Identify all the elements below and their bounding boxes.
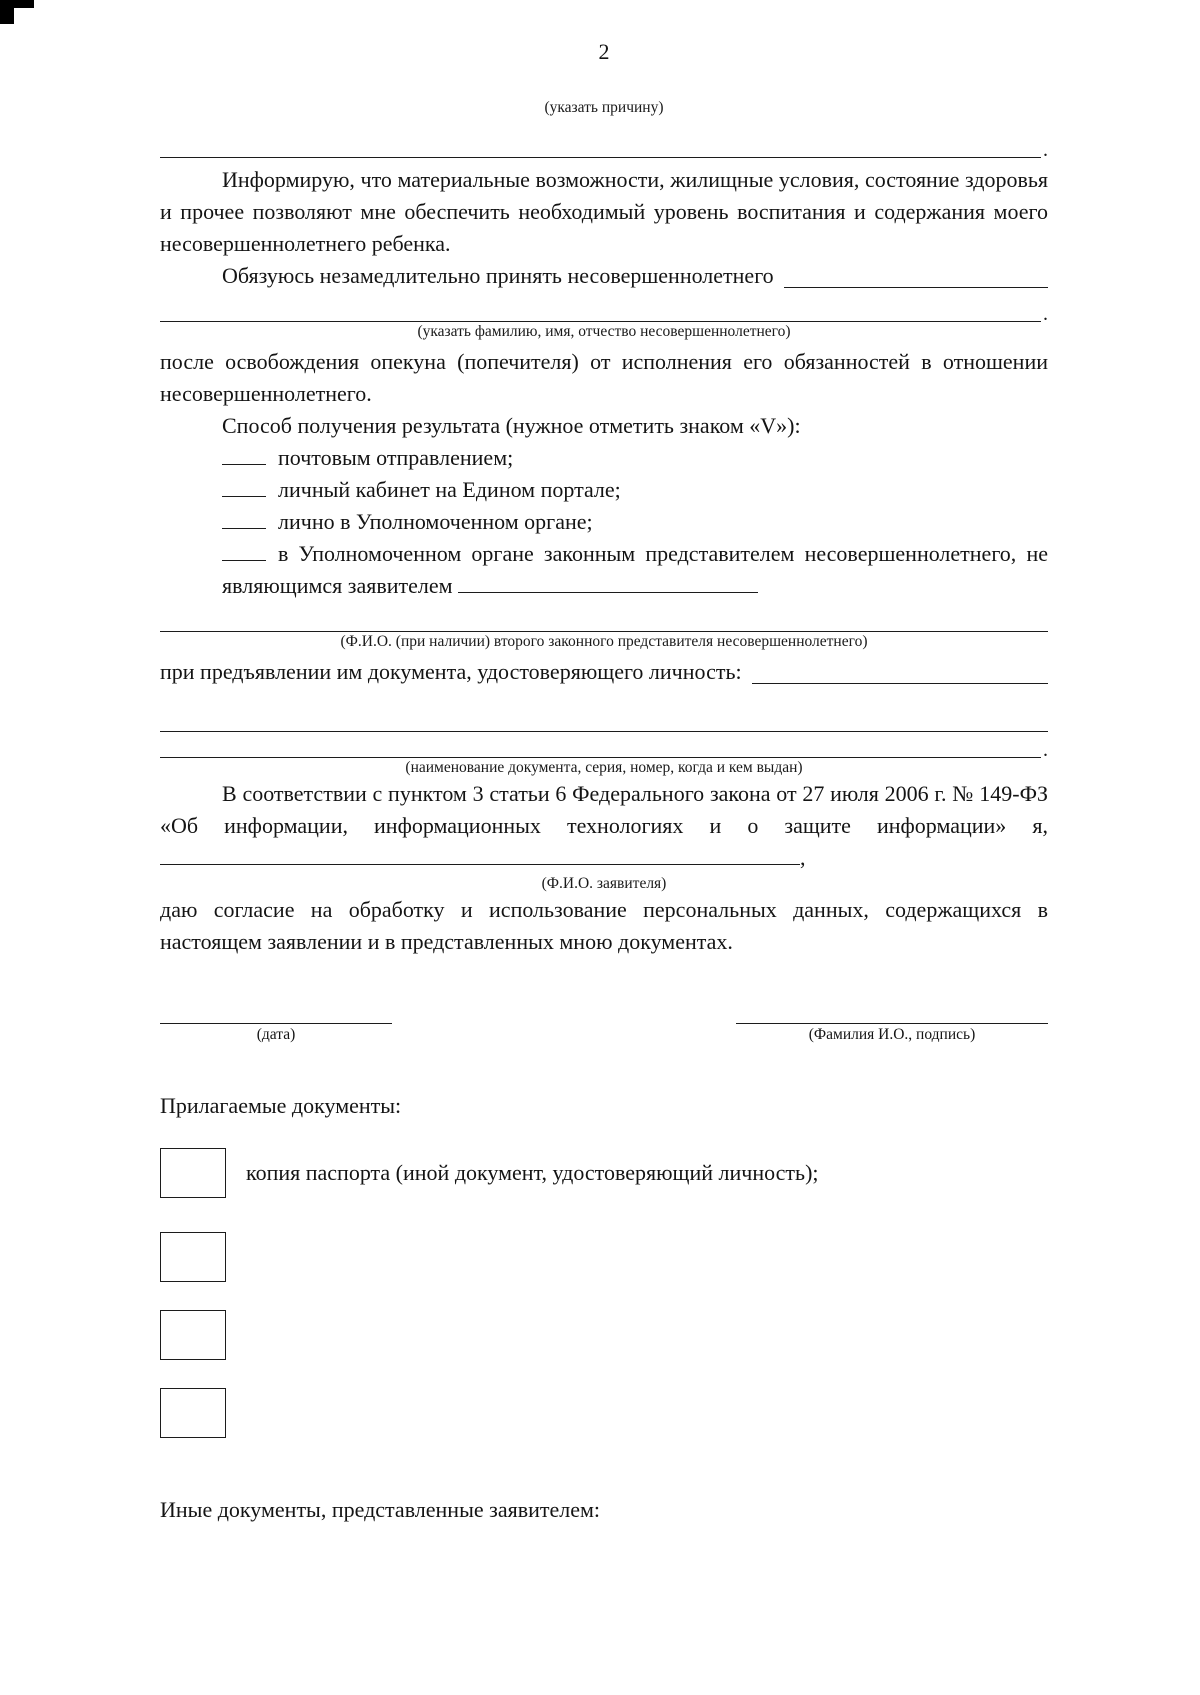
trailing-comma: , <box>800 845 806 870</box>
fill-in-line[interactable] <box>160 300 1041 322</box>
attachment-checkbox-4[interactable] <box>160 1388 226 1438</box>
blank-line-second-representative <box>160 610 1048 632</box>
method-label: личный кабинет на Едином портале; <box>278 477 621 502</box>
mark-blank[interactable] <box>222 543 266 561</box>
id-document-blank[interactable] <box>752 658 1048 684</box>
method-item-portal <box>160 474 1048 506</box>
attachment-item-1 <box>160 1148 1048 1198</box>
attachment-item-4 <box>160 1388 1048 1438</box>
trailing-dot: . <box>1043 139 1048 161</box>
trailing-dot: . <box>1043 303 1048 325</box>
caption-applicant-fio: (Ф.И.О. заявителя) <box>541 875 667 892</box>
method-item-in-person <box>160 506 1048 538</box>
attachment-checkbox-3[interactable] <box>160 1310 226 1360</box>
blank-line-document-1 <box>160 710 1048 732</box>
trailing-dot: . <box>1043 739 1048 761</box>
fill-in-line[interactable] <box>160 610 1048 632</box>
method-item-representative <box>160 538 1048 602</box>
method-title: Способ получения результата (нужное отметить знаком «V»): <box>222 413 801 438</box>
fill-in-line[interactable] <box>160 136 1041 158</box>
page-number: 2 <box>598 39 610 64</box>
attachment-item-3 <box>160 1310 1048 1360</box>
mark-blank[interactable] <box>222 479 266 497</box>
fill-in-line[interactable] <box>160 736 1041 758</box>
caption-minor-fio: (указать фамилию, имя, отчество несовершеннолетнего) <box>417 323 791 340</box>
line-oblige <box>160 260 1048 292</box>
caption-document-details: (наименование документа, серия, номер, когда и кем выдан) <box>405 759 803 776</box>
law-lead-text: В соответствии с пунктом 3 статьи 6 Федерального закона от 27 июля 2006 г. № 149-ФЗ «Об информации, информационных технологиях и о защите информации» я, <box>160 781 1048 838</box>
date-blank[interactable] <box>160 1004 392 1024</box>
fill-in-line[interactable] <box>160 710 1048 732</box>
caption-date: (дата) <box>256 1026 296 1043</box>
blank-line-reason <box>160 136 1048 161</box>
representative-name-blank[interactable] <box>458 573 758 593</box>
signature-column <box>736 1004 1048 1046</box>
method-label: почтовым отправлением; <box>278 445 514 470</box>
caption-signature: (Фамилия И.О., подпись) <box>808 1026 976 1043</box>
blank-line-document-2 <box>160 736 1048 761</box>
method-label: лично в Уполномоченном органе; <box>278 509 593 534</box>
oblige-lead-text: Обязуюсь незамедлительно принять несовершеннолетнего <box>222 263 774 288</box>
paragraph-inform: Информирую, что материальные возможности, жилищные условия, состояние здоровья и прочее позволяют мне обеспечить необходимый уровень воспитания и содержания моего несовершеннолетнего ребенка. <box>160 167 1048 256</box>
attachments-title: Прилагаемые документы: <box>160 1093 402 1118</box>
mark-blank[interactable] <box>222 447 266 465</box>
attachment-checkbox-1[interactable] <box>160 1148 226 1198</box>
method-label: в Уполномоченном органе законным представителем несовершеннолетнего, не являющимся заявителем <box>222 541 1048 598</box>
attachment-item-2 <box>160 1232 1048 1282</box>
method-item-postal <box>160 442 1048 474</box>
caption-second-representative: (Ф.И.О. (при наличии) второго законного представителя несовершеннолетнего) <box>340 633 868 650</box>
blank-line-minor-fio <box>160 300 1048 325</box>
paragraph-consent: даю согласие на обработку и использование персональных данных, содержащихся в настоящем заявлении и в представленных мною документах. <box>160 897 1048 954</box>
date-column <box>160 1004 392 1046</box>
scan-artifact <box>0 0 34 8</box>
line-id-presentation <box>160 656 1048 688</box>
paragraph-law <box>160 778 1048 874</box>
attachment-label-1: копия паспорта (иной документ, удостоверяющий личность); <box>246 1160 819 1185</box>
applicant-fio-blank[interactable] <box>160 845 800 865</box>
mark-blank[interactable] <box>222 511 266 529</box>
other-documents-title: Иные документы, представленные заявителем: <box>160 1497 601 1522</box>
signature-block <box>160 1004 1048 1046</box>
caption-reason: (указать причину) <box>544 99 664 116</box>
minor-name-blank[interactable] <box>784 262 1048 288</box>
signature-blank[interactable] <box>736 1004 1048 1024</box>
id-presentation-text: при предъявлении им документа, удостоверяющего личность: <box>160 659 742 684</box>
attachment-checkbox-2[interactable] <box>160 1232 226 1282</box>
paragraph-after-release: после освобождения опекуна (попечителя) от исполнения его обязанностей в отношении несовершеннолетнего. <box>160 349 1048 406</box>
